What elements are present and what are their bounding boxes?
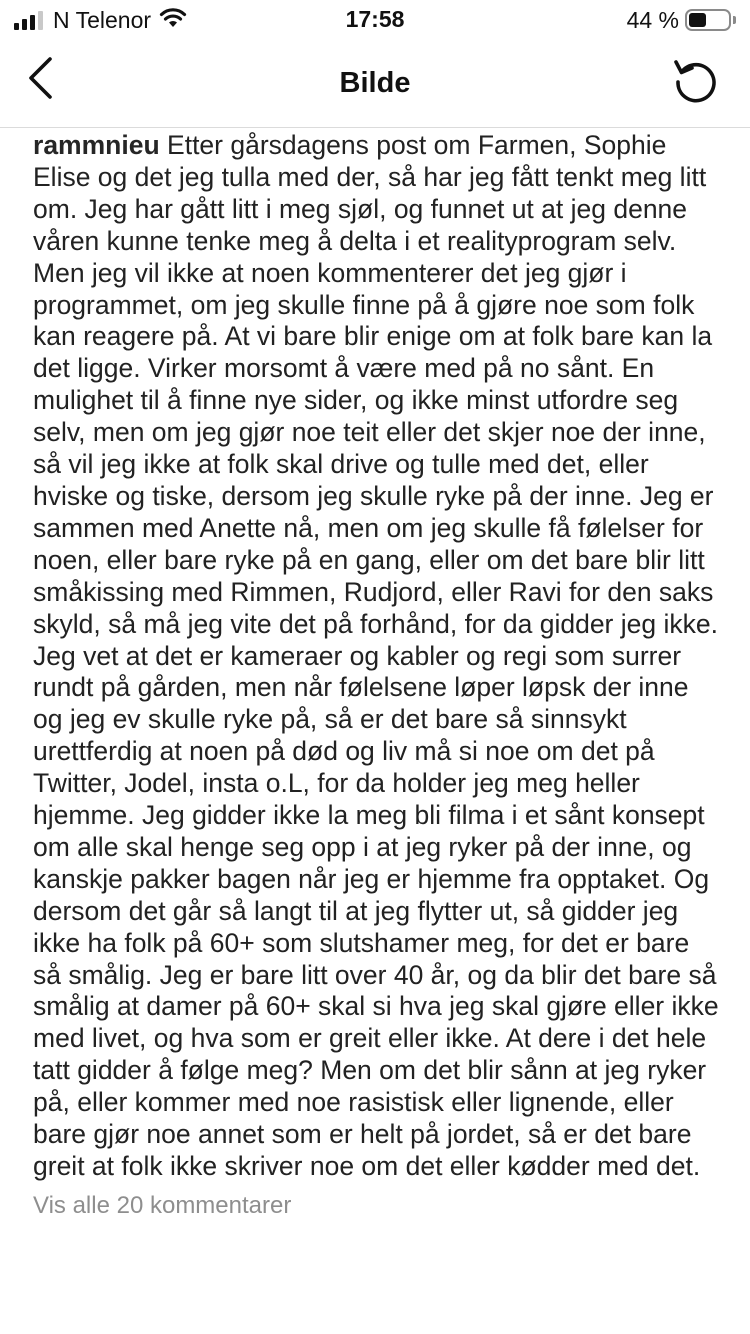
post-content [33, 130, 723, 1221]
battery-level [689, 13, 706, 27]
caption-text: Etter gårsdagens post om Farmen, Sophie Elise og det jeg tulla med der, så har jeg fått tenkt meg litt om. Jeg har gått litt i meg sjøl, og funnet ut at jeg denne våren kunne tenke meg å delta i et realityprogram selv. Men jeg vil ikke at noen kommenterer det jeg gjør i programmet, om jeg skulle finne på å gjøre noe som folk kan reagere på. At vi bare blir enige om at folk bare kan la det ligge. Virker morsomt å være med på no sånt. En mulighet til å finne nye sider, og ikke minst utfordre seg selv, men om jeg gjør noe teit eller det skjer noe der inne, så vil jeg ikke at folk skal drive og tulle med det, eller hviske og tiske, dersom jeg skulle ryke på der inne. Jeg er sammen med Anette nå, men om jeg skulle få følelser for noen, eller bare ryke på en gang, eller om det bare blir litt småkissing med Rimmen, Rudjord, eller Ravi for den saks skyld, så må jeg vite det på forhånd, for da gidder jeg ikke. Jeg vet at det er kameraer og kabler og regi som surrer rundt på gården, men når følelsene løper løpsk der inne og jeg ev skulle ryke på, så er det bare så sinnsykt urettferdig at noen på død og liv må si noe om det på Twitter, Jodel, insta o.L, for da holder jeg meg heller hjemme. Jeg gidder ikke la meg bli filma i et sånt konsept om alle skal henge seg opp i at jeg ryker på der inne, og kanskje pakker bagen når jeg er hjemme fra opptaket. Og dersom det går så langt til at jeg flytter ut, så gidder jeg ikke ha folk på 60+ som slutshamer meg, for det er bare så smålig. Jeg er bare litt over 40 år, og da blir det bare så smålig at damer på 60+ skal si hva jeg skal gjøre eller ikke med livet, og hva som er greit eller ikke. At dere i det hele tatt gidder å følge meg? Men om det blir sånn at jeg ryker på, eller kommer med noe rasistisk eller lignende, eller bare gjør noe annet som er helt på jordet, så er det bare greit at folk ikke skriver noe om det eller kødder med det. [33, 130, 719, 1181]
navigation-bar [0, 40, 750, 128]
refresh-button[interactable] [670, 58, 722, 110]
status-bar-time: 17:58 [345, 6, 405, 32]
carrier-name: N Telenor [53, 6, 152, 33]
post-caption [33, 130, 723, 1183]
battery-icon [685, 9, 731, 31]
status-bar-right [627, 6, 736, 34]
refresh-icon [672, 58, 720, 111]
battery-cap [733, 16, 736, 24]
post-username[interactable]: rammnieu [33, 130, 160, 160]
status-bar [0, 0, 750, 40]
view-comments-link[interactable]: Vis alle 20 kommentarer [33, 1191, 292, 1219]
page-title: Bilde [339, 67, 411, 99]
battery-percent: 44 % [626, 6, 679, 33]
